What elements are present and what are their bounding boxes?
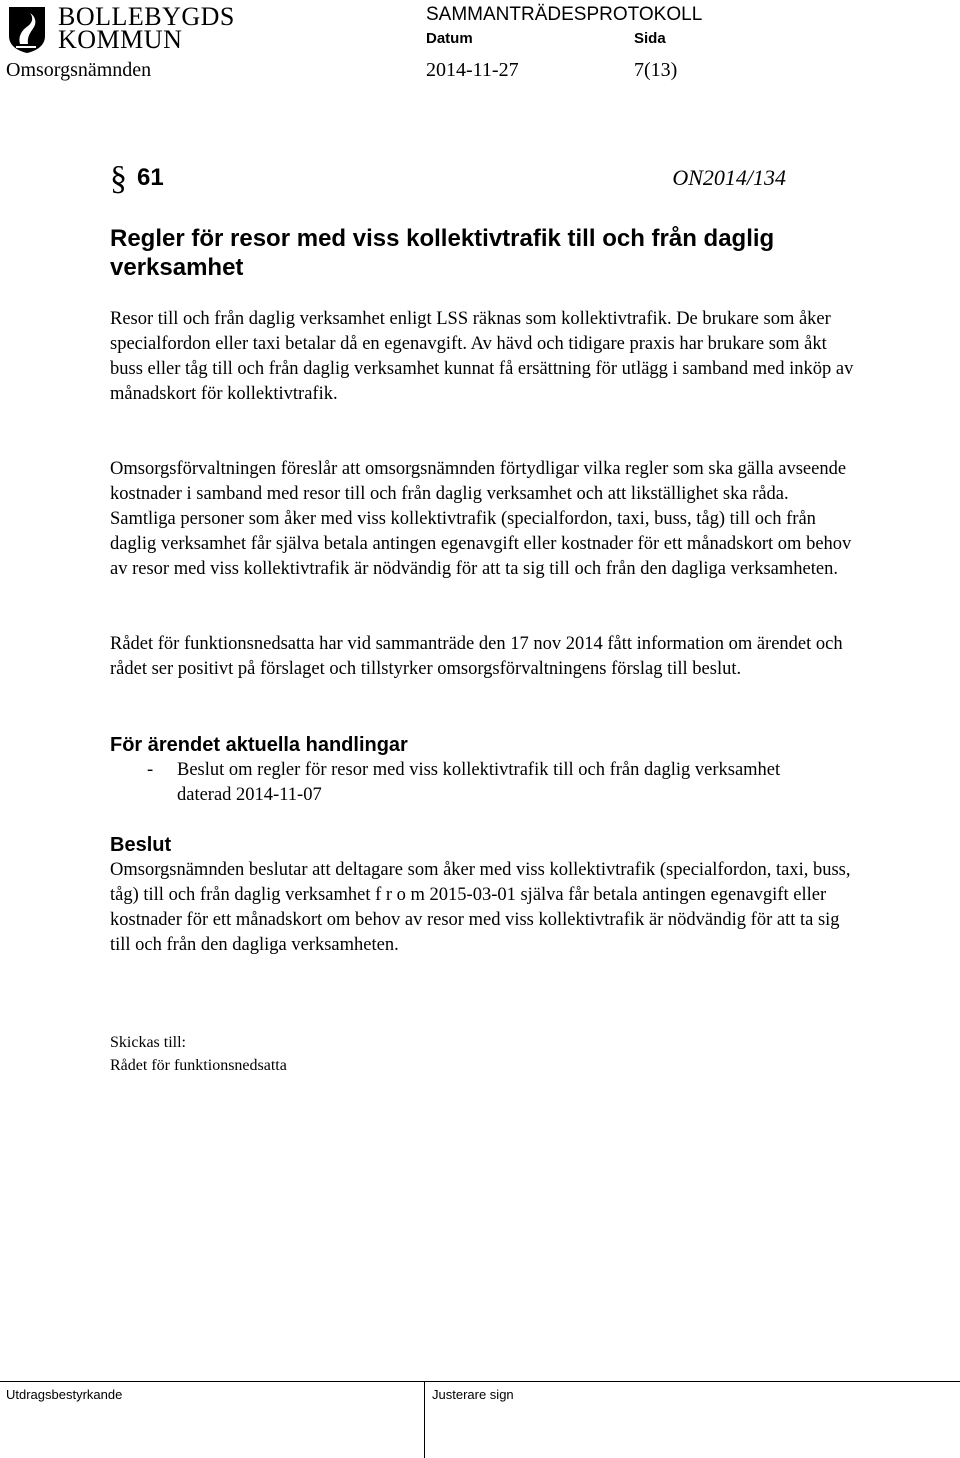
document-type: SAMMANTRÄDESPROTOKOLL [426, 4, 703, 25]
paragraph-council: Rådet för funktionsnedsatta har vid sammanträde den 17 nov 2014 fått information om ärendet och rådet ser positivt på förslaget och tillstyrker omsorgsförvaltningens förslag till beslut. [110, 634, 843, 679]
decision-heading: Beslut [110, 834, 172, 856]
section-symbol: § [110, 160, 127, 197]
page-number: 7(13) [634, 59, 678, 81]
send-to-label: Skickas till: [110, 1034, 186, 1051]
page-label: Sida [634, 30, 666, 47]
send-to-recipient: Rådet för funktionsnedsatta [110, 1057, 287, 1074]
case-number: ON2014/134 [672, 165, 786, 190]
list-dash: - [147, 760, 154, 780]
footer-column-divider [424, 1381, 425, 1458]
footer-divider [0, 1381, 960, 1382]
paragraph-proposal: Omsorgsförvaltningen föreslår att omsorgsnämnden förtydligar vilka regler som ska gälla avseende kostnader i samband med resor till och från daglig verksamhet och att likställighet ska råda. Samtliga personer som åker med viss kollektivtrafik (specialfordon, taxi, buss, tåg) till och från daglig verksamhet får själva betala antingen egenavgift eller kostnader för ett månadskort om behov av resor med viss kollektivtrafik är nödvändig för att ta sig till och från den dagliga verksamheten. [110, 459, 852, 579]
meeting-date: 2014-11-27 [426, 59, 519, 81]
municipal-crest-icon [8, 6, 46, 54]
decision-text: Omsorgsnämnden beslutar att deltagare som åker med viss kollektivtrafik (specialfordon, taxi, buss, tåg) till och från daglig verksamhet f r o m 2015-03-01 själva får betala antingen egenavgift eller kostnader för ett månadskort om behov av resor med viss kollektivtrafik är nödvändig för att ta sig till och från den dagliga verksamheten. [110, 860, 851, 955]
committee-name: Omsorgsnämnden [6, 59, 152, 81]
section-title: Regler för resor med viss kollektivtrafik till och från daglig verksamhet [110, 225, 775, 281]
adjuster-signature-label: Justerare sign [432, 1387, 514, 1402]
date-label: Datum [426, 30, 473, 47]
paragraph-background: Resor till och från daglig verksamhet enligt LSS räknas som kollektivtrafik. De brukare som åker specialfordon eller taxi betalar då en egenavgift. Av hävd och tidigare praxis har brukare som åkt buss eller tåg till och från daglig verksamhet kunnat få ersättning för utlägg i samband med inköp av månadskort för kollektivtrafik. [110, 309, 854, 404]
extract-certification-label: Utdragsbestyrkande [6, 1387, 123, 1402]
documents-heading: För ärendet aktuella handlingar [110, 734, 408, 756]
document-item: Beslut om regler för resor med viss kollektivtrafik till och från daglig verksamhet daterad 2014-11-07 [177, 760, 781, 805]
section-number: 61 [137, 164, 164, 191]
organization-name-line2: KOMMUN [58, 25, 183, 54]
organization-name-line1: BOLLEBYGDS [58, 2, 235, 31]
